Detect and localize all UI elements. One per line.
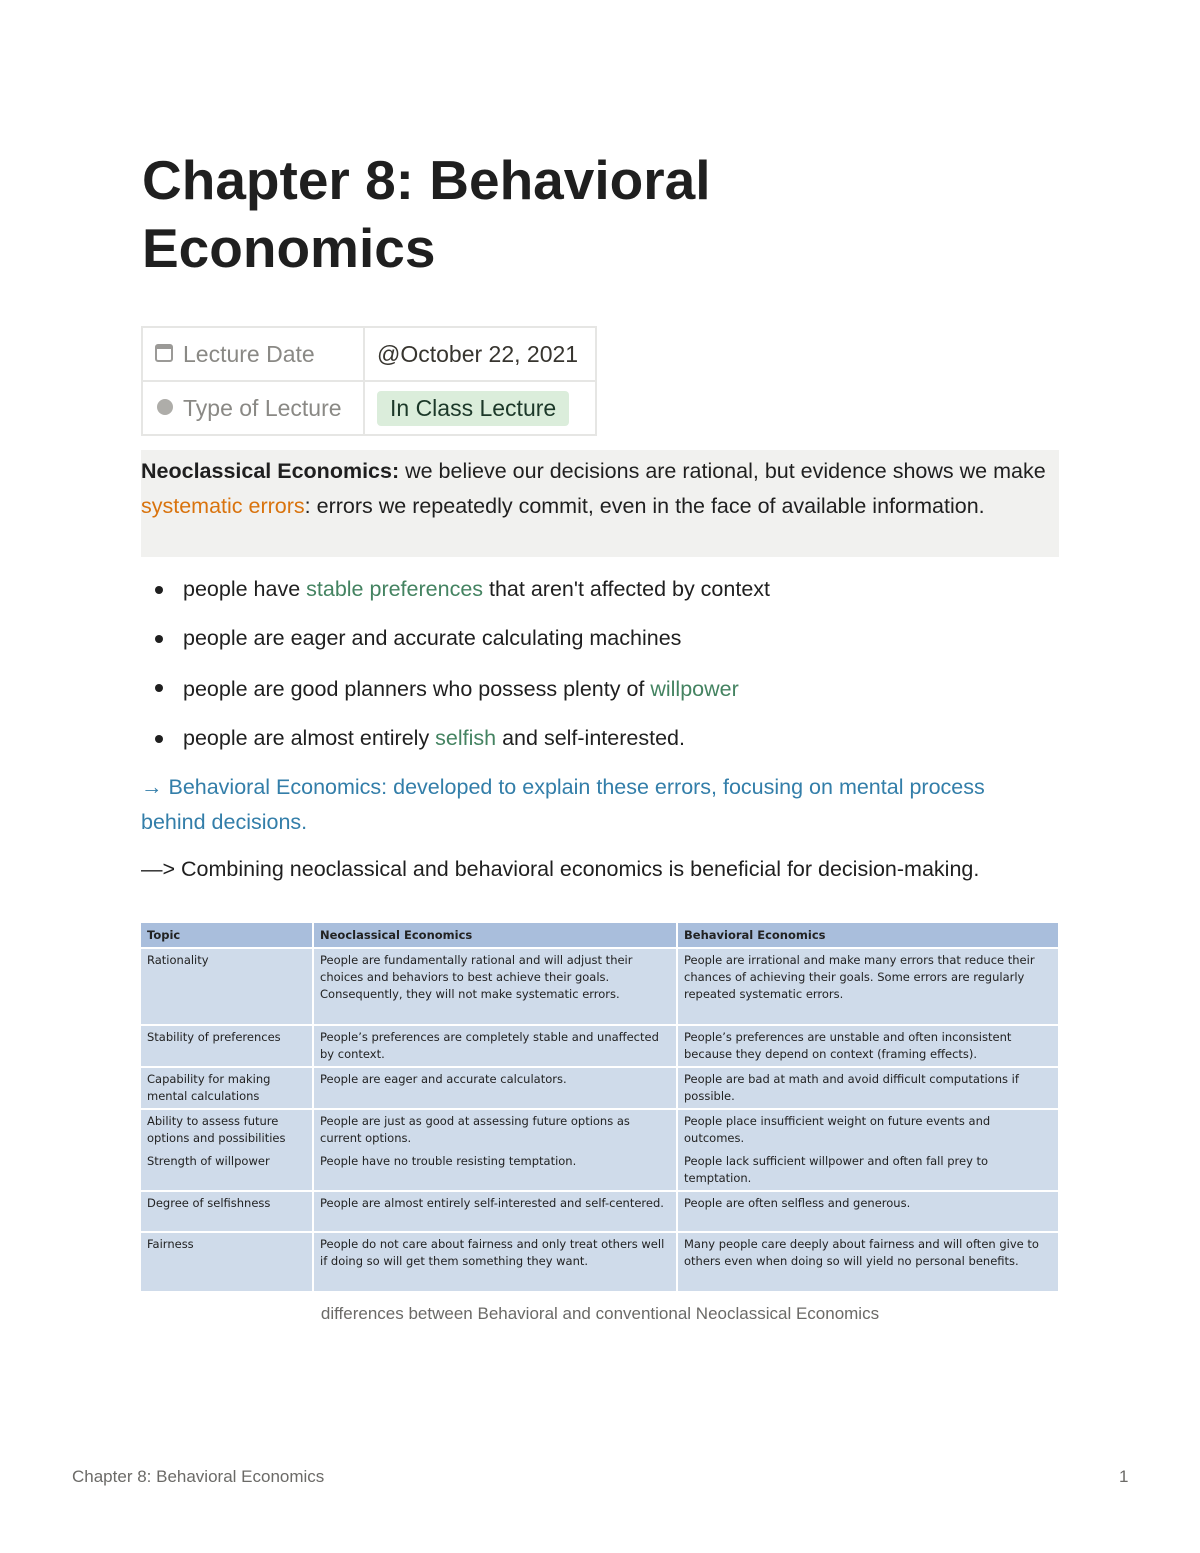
list-item [141,721,770,770]
table-caption: differences between Behavioral and conventional Neoclassical Economics [320,1304,880,1323]
select-icon [157,399,173,415]
list-item [141,572,770,621]
table-cell: People do not care about fairness and only treat others well if doing so will get them something they want. [313,1232,677,1291]
table-cell: Capability for making mental calculations [141,1067,313,1109]
footer-title: Chapter 8: Behavioral Economics [72,1467,325,1486]
bullet-list [141,572,770,770]
table-cell: People are bad at math and avoid difficult computations if possible. [677,1067,1058,1109]
table-cell: People are irrational and make many errors that reduce their chances of achieving their goals. Some errors are regularly repeated systematic errors. [677,948,1058,1025]
callout-block [141,450,1059,557]
bullet-highlight: selfish [435,726,497,750]
callout-text: we believe our decisions are rational, but evidence shows we make [399,459,1046,483]
table-cell: People are just as good at assessing future options as current options. [313,1109,677,1150]
page-title: Chapter 8: Behavioral Economics [142,149,711,279]
bullet-text: that aren't affected by context [483,577,771,601]
table-cell: Rationality [141,948,313,1025]
list-item [141,621,770,670]
table-cell: People are often selfless and generous. [677,1191,1058,1232]
property-key-cell [142,381,364,435]
bullet-text: people are eager and accurate calculating machines [183,626,682,650]
table-cell: People have no trouble resisting temptation. [313,1150,677,1191]
bullet-dot-icon [155,586,163,594]
bullet-highlight: stable preferences [306,577,484,601]
callout-highlight: systematic errors [141,494,305,518]
table-cell: People’s preferences are completely stable and unaffected by context. [313,1025,677,1067]
table-cell: Many people care deeply about fairness and will often give to others even when doing so will yield no personal benefits. [677,1232,1058,1291]
property-row-lecture-date [142,327,596,381]
table-row [141,1109,1058,1150]
table-cell: People place insufficient weight on future events and outcomes. [677,1109,1058,1150]
bullet-text: people are almost entirely [183,726,436,750]
property-value-date[interactable]: @October 22, 2021 [364,327,596,381]
table-header-row [141,923,1058,948]
table-cell: Stability of preferences [141,1025,313,1067]
property-key-cell [142,327,364,381]
table-row [141,1067,1058,1109]
property-key-label: Type of Lecture [183,394,342,421]
callout-bold-term: Neoclassical Economics: [141,459,400,483]
table-row [141,1025,1058,1067]
property-row-lecture-type [142,381,596,435]
comparison-table [141,923,1058,1291]
property-key-label: Lecture Date [183,340,315,367]
bullet-dot-icon [155,684,163,692]
bullet-text: people are good planners who possess plenty of [183,677,651,701]
table-row [141,1150,1058,1191]
table-cell: People lack sufficient willpower and often fall prey to temptation. [677,1150,1058,1191]
bullet-dot-icon [155,735,163,743]
bullet-text: and self-interested. [496,726,685,750]
property-value-cell[interactable] [364,381,596,435]
table-cell: People are fundamentally rational and will adjust their choices and behaviors to best achieve their goals. Consequently, they will not make systematic errors. [313,948,677,1025]
table-cell: People are almost entirely self-interested and self-centered. [313,1191,677,1232]
table-row [141,948,1058,1025]
table-cell: Fairness [141,1232,313,1291]
page-number: 1 [1119,1467,1129,1486]
table-cell: People’s preferences are unstable and often inconsistent because they depend on context (framing effects). [677,1025,1058,1067]
table-cell: Degree of selfishness [141,1191,313,1232]
properties-table [141,326,597,436]
callout-text: : errors we repeatedly commit, even in the face of available information. [304,494,985,518]
bullet-highlight: willpower [650,677,739,701]
table-row [141,1232,1058,1291]
table-header: Behavioral Economics [677,923,1058,948]
table-header: Neoclassical Economics [313,923,677,948]
table-cell: Ability to assess future options and possibilities [141,1109,313,1150]
calendar-icon [155,344,173,362]
lecture-type-tag[interactable]: In Class Lecture [377,391,569,426]
table-cell: Strength of willpower [147,1154,270,1168]
bullet-text: people have [183,577,307,601]
combine-note: —> Combining neoclassical and behavioral economics is beneficial for decision-making. [141,857,980,881]
list-item [141,670,770,721]
table-cell: People are eager and accurate calculators. [313,1067,677,1109]
table-header: Topic [141,923,313,948]
table-row [141,1191,1058,1232]
behavioral-note: → Behavioral Economics: developed to explain these errors, focusing on mental process behind decisions. [141,775,985,834]
bullet-dot-icon [155,635,163,643]
